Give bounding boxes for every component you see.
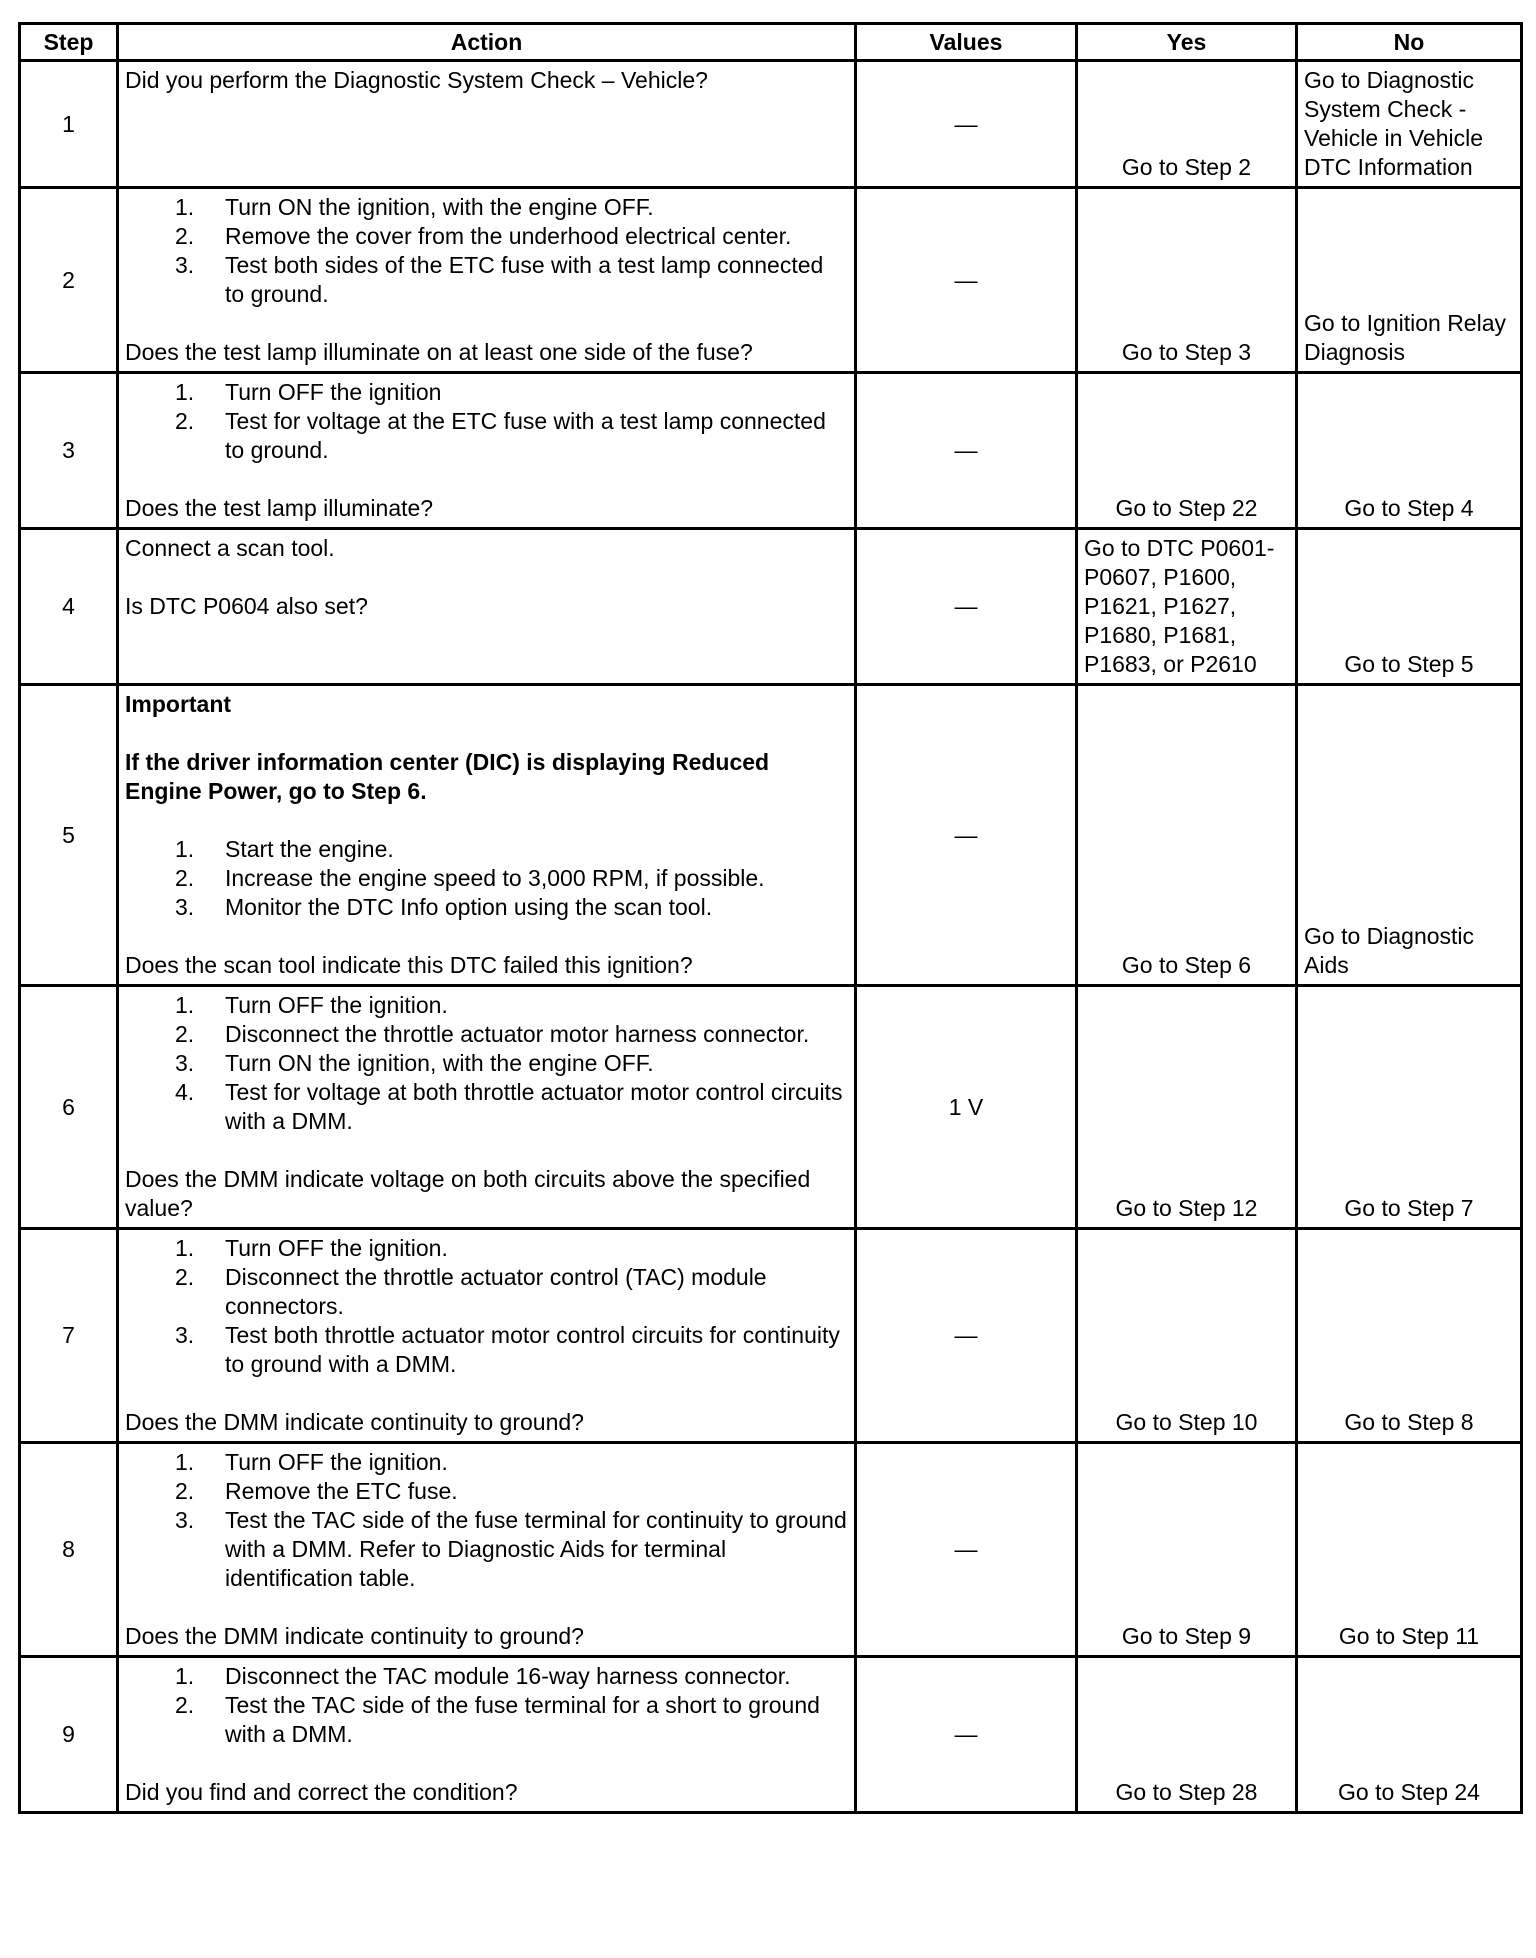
action-step-text: Turn OFF the ignition. bbox=[225, 1449, 448, 1475]
yes-cell: Go to Step 12 bbox=[1077, 986, 1297, 1229]
yes-cell: Go to Step 3 bbox=[1077, 188, 1297, 373]
step-index: 2. bbox=[175, 223, 195, 249]
action-step-text: Test the TAC side of the fuse terminal for continuity to ground with a DMM. Refer to Diagnostic Aids for terminal identification table. bbox=[225, 1507, 847, 1591]
step-index: 3. bbox=[175, 1507, 195, 1533]
action-step bbox=[125, 1263, 848, 1321]
values-cell: — bbox=[856, 529, 1077, 685]
action-step bbox=[125, 378, 848, 407]
action-step-text: Turn ON the ignition, with the engine OFF. bbox=[225, 194, 654, 220]
action-cell bbox=[118, 529, 856, 685]
table-row bbox=[20, 685, 1522, 986]
yes-cell: Go to Step 10 bbox=[1077, 1229, 1297, 1443]
step-index: 4. bbox=[175, 1079, 195, 1105]
action-question: Did you find and correct the condition? bbox=[125, 1779, 518, 1805]
yes-cell: Go to Step 22 bbox=[1077, 373, 1297, 529]
step-index: 2. bbox=[175, 1692, 195, 1718]
step-index: 3. bbox=[175, 1322, 195, 1348]
header-row bbox=[20, 24, 1522, 61]
action-step-text: Test for voltage at the ETC fuse with a test lamp connected to ground. bbox=[225, 408, 826, 463]
action-step bbox=[125, 991, 848, 1020]
no-cell: Go to Diagnostic System Check - Vehicle in Vehicle DTC Information bbox=[1297, 61, 1522, 188]
yes-cell: Go to DTC P0601-P0607, P1600, P1621, P1627, P1680, P1681, P1683, or P2610 bbox=[1077, 529, 1297, 685]
action-step bbox=[125, 1448, 848, 1477]
action-steps-list bbox=[125, 378, 848, 465]
values-cell: — bbox=[856, 1443, 1077, 1657]
action-step-text: Test for voltage at both throttle actuator motor control circuits with a DMM. bbox=[225, 1079, 843, 1134]
action-intro: Connect a scan tool. bbox=[125, 535, 335, 561]
action-steps-list bbox=[125, 1662, 848, 1749]
no-cell: Go to Diagnostic Aids bbox=[1297, 685, 1522, 986]
action-step-text: Remove the ETC fuse. bbox=[225, 1478, 458, 1504]
action-step bbox=[125, 193, 848, 222]
step-index: 3. bbox=[175, 1050, 195, 1076]
no-cell: Go to Step 11 bbox=[1297, 1443, 1522, 1657]
table-row bbox=[20, 1657, 1522, 1813]
action-step bbox=[125, 1078, 848, 1136]
action-step-text: Test both sides of the ETC fuse with a test lamp connected to ground. bbox=[225, 252, 824, 307]
action-question: Is DTC P0604 also set? bbox=[125, 593, 368, 619]
step-index: 1. bbox=[175, 836, 195, 862]
values-cell: 1 V bbox=[856, 986, 1077, 1229]
step-index: 2. bbox=[175, 1021, 195, 1047]
action-step bbox=[125, 1321, 848, 1379]
action-step-text: Disconnect the throttle actuator motor harness connector. bbox=[225, 1021, 810, 1047]
step-index: 2. bbox=[175, 408, 195, 434]
header-values: Values bbox=[856, 24, 1077, 61]
step-number: 3 bbox=[20, 373, 118, 529]
action-step-text: Remove the cover from the underhood electrical center. bbox=[225, 223, 792, 249]
action-step bbox=[125, 1506, 848, 1593]
table-row bbox=[20, 1443, 1522, 1657]
action-step-text: Test the TAC side of the fuse terminal for a short to ground with a DMM. bbox=[225, 1692, 820, 1747]
values-cell: — bbox=[856, 1229, 1077, 1443]
action-steps-list bbox=[125, 193, 848, 309]
table-row bbox=[20, 188, 1522, 373]
no-cell: Go to Step 8 bbox=[1297, 1229, 1522, 1443]
step-number: 9 bbox=[20, 1657, 118, 1813]
action-step-text: Start the engine. bbox=[225, 836, 394, 862]
action-step bbox=[125, 251, 848, 309]
action-step bbox=[125, 864, 848, 893]
action-step bbox=[125, 1020, 848, 1049]
header-yes: Yes bbox=[1077, 24, 1297, 61]
step-index: 2. bbox=[175, 1264, 195, 1290]
action-step bbox=[125, 1691, 848, 1749]
no-cell: Go to Step 4 bbox=[1297, 373, 1522, 529]
step-number: 5 bbox=[20, 685, 118, 986]
action-steps-list bbox=[125, 991, 848, 1136]
action-cell bbox=[118, 986, 856, 1229]
action-step-text: Disconnect the TAC module 16-way harness connector. bbox=[225, 1663, 791, 1689]
values-cell: — bbox=[856, 61, 1077, 188]
action-step-text: Increase the engine speed to 3,000 RPM, if possible. bbox=[225, 865, 765, 891]
step-index: 1. bbox=[175, 194, 195, 220]
action-step bbox=[125, 1662, 848, 1691]
action-step bbox=[125, 835, 848, 864]
step-number: 4 bbox=[20, 529, 118, 685]
action-step-text: Disconnect the throttle actuator control (TAC) module connectors. bbox=[225, 1264, 767, 1319]
action-question: Does the test lamp illuminate? bbox=[125, 495, 434, 521]
yes-cell: Go to Step 28 bbox=[1077, 1657, 1297, 1813]
important-text: If the driver information center (DIC) is displaying Reduced Engine Power, go to Step 6. bbox=[125, 749, 770, 804]
table-row bbox=[20, 61, 1522, 188]
header-no: No bbox=[1297, 24, 1522, 61]
action-step bbox=[125, 222, 848, 251]
no-cell: Go to Step 5 bbox=[1297, 529, 1522, 685]
step-index: 3. bbox=[175, 894, 195, 920]
diagnostic-table bbox=[18, 22, 1523, 1814]
action-question: Does the DMM indicate continuity to ground? bbox=[125, 1409, 584, 1435]
action-cell bbox=[118, 1657, 856, 1813]
table-row bbox=[20, 1229, 1522, 1443]
step-index: 2. bbox=[175, 865, 195, 891]
values-cell: — bbox=[856, 685, 1077, 986]
action-cell bbox=[118, 188, 856, 373]
values-cell: — bbox=[856, 1657, 1077, 1813]
action-step bbox=[125, 1049, 848, 1078]
table-row bbox=[20, 986, 1522, 1229]
step-index: 3. bbox=[175, 252, 195, 278]
action-step-text: Monitor the DTC Info option using the scan tool. bbox=[225, 894, 713, 920]
action-step-text: Turn OFF the ignition. bbox=[225, 992, 448, 1018]
header-action: Action bbox=[118, 24, 856, 61]
no-cell: Go to Ignition Relay Diagnosis bbox=[1297, 188, 1522, 373]
step-number: 6 bbox=[20, 986, 118, 1229]
step-index: 1. bbox=[175, 379, 195, 405]
table-row bbox=[20, 529, 1522, 685]
step-index: 1. bbox=[175, 1663, 195, 1689]
values-cell: — bbox=[856, 373, 1077, 529]
action-step-text: Turn ON the ignition, with the engine OFF. bbox=[225, 1050, 654, 1076]
step-number: 7 bbox=[20, 1229, 118, 1443]
values-cell: — bbox=[856, 188, 1077, 373]
step-number: 8 bbox=[20, 1443, 118, 1657]
action-cell bbox=[118, 61, 856, 188]
no-cell: Go to Step 7 bbox=[1297, 986, 1522, 1229]
action-question: Does the scan tool indicate this DTC failed this ignition? bbox=[125, 952, 693, 978]
yes-cell: Go to Step 2 bbox=[1077, 61, 1297, 188]
step-number: 1 bbox=[20, 61, 118, 188]
action-steps-list bbox=[125, 835, 848, 922]
step-index: 1. bbox=[175, 992, 195, 1018]
action-cell bbox=[118, 373, 856, 529]
action-steps-list bbox=[125, 1448, 848, 1593]
action-step bbox=[125, 407, 848, 465]
step-index: 1. bbox=[175, 1235, 195, 1261]
action-cell bbox=[118, 1443, 856, 1657]
action-question: Does the DMM indicate continuity to ground? bbox=[125, 1623, 584, 1649]
action-question: Does the DMM indicate voltage on both circuits above the specified value? bbox=[125, 1166, 811, 1221]
step-index: 1. bbox=[175, 1449, 195, 1475]
action-step bbox=[125, 893, 848, 922]
table-row bbox=[20, 373, 1522, 529]
action-cell bbox=[118, 1229, 856, 1443]
important-title: Important bbox=[125, 691, 232, 717]
header-step: Step bbox=[20, 24, 118, 61]
yes-cell: Go to Step 6 bbox=[1077, 685, 1297, 986]
step-index: 2. bbox=[175, 1478, 195, 1504]
action-question: Does the test lamp illuminate on at least one side of the fuse? bbox=[125, 339, 753, 365]
action-step bbox=[125, 1234, 848, 1263]
diagnostic-table-page bbox=[18, 22, 1520, 1814]
action-step-text: Turn OFF the ignition. bbox=[225, 1235, 448, 1261]
action-intro: Did you perform the Diagnostic System Check – Vehicle? bbox=[125, 67, 708, 93]
no-cell: Go to Step 24 bbox=[1297, 1657, 1522, 1813]
yes-cell: Go to Step 9 bbox=[1077, 1443, 1297, 1657]
action-steps-list bbox=[125, 1234, 848, 1379]
action-cell bbox=[118, 685, 856, 986]
action-step-text: Turn OFF the ignition bbox=[225, 379, 442, 405]
action-step-text: Test both throttle actuator motor control circuits for continuity to ground with a DMM. bbox=[225, 1322, 840, 1377]
step-number: 2 bbox=[20, 188, 118, 373]
action-step bbox=[125, 1477, 848, 1506]
